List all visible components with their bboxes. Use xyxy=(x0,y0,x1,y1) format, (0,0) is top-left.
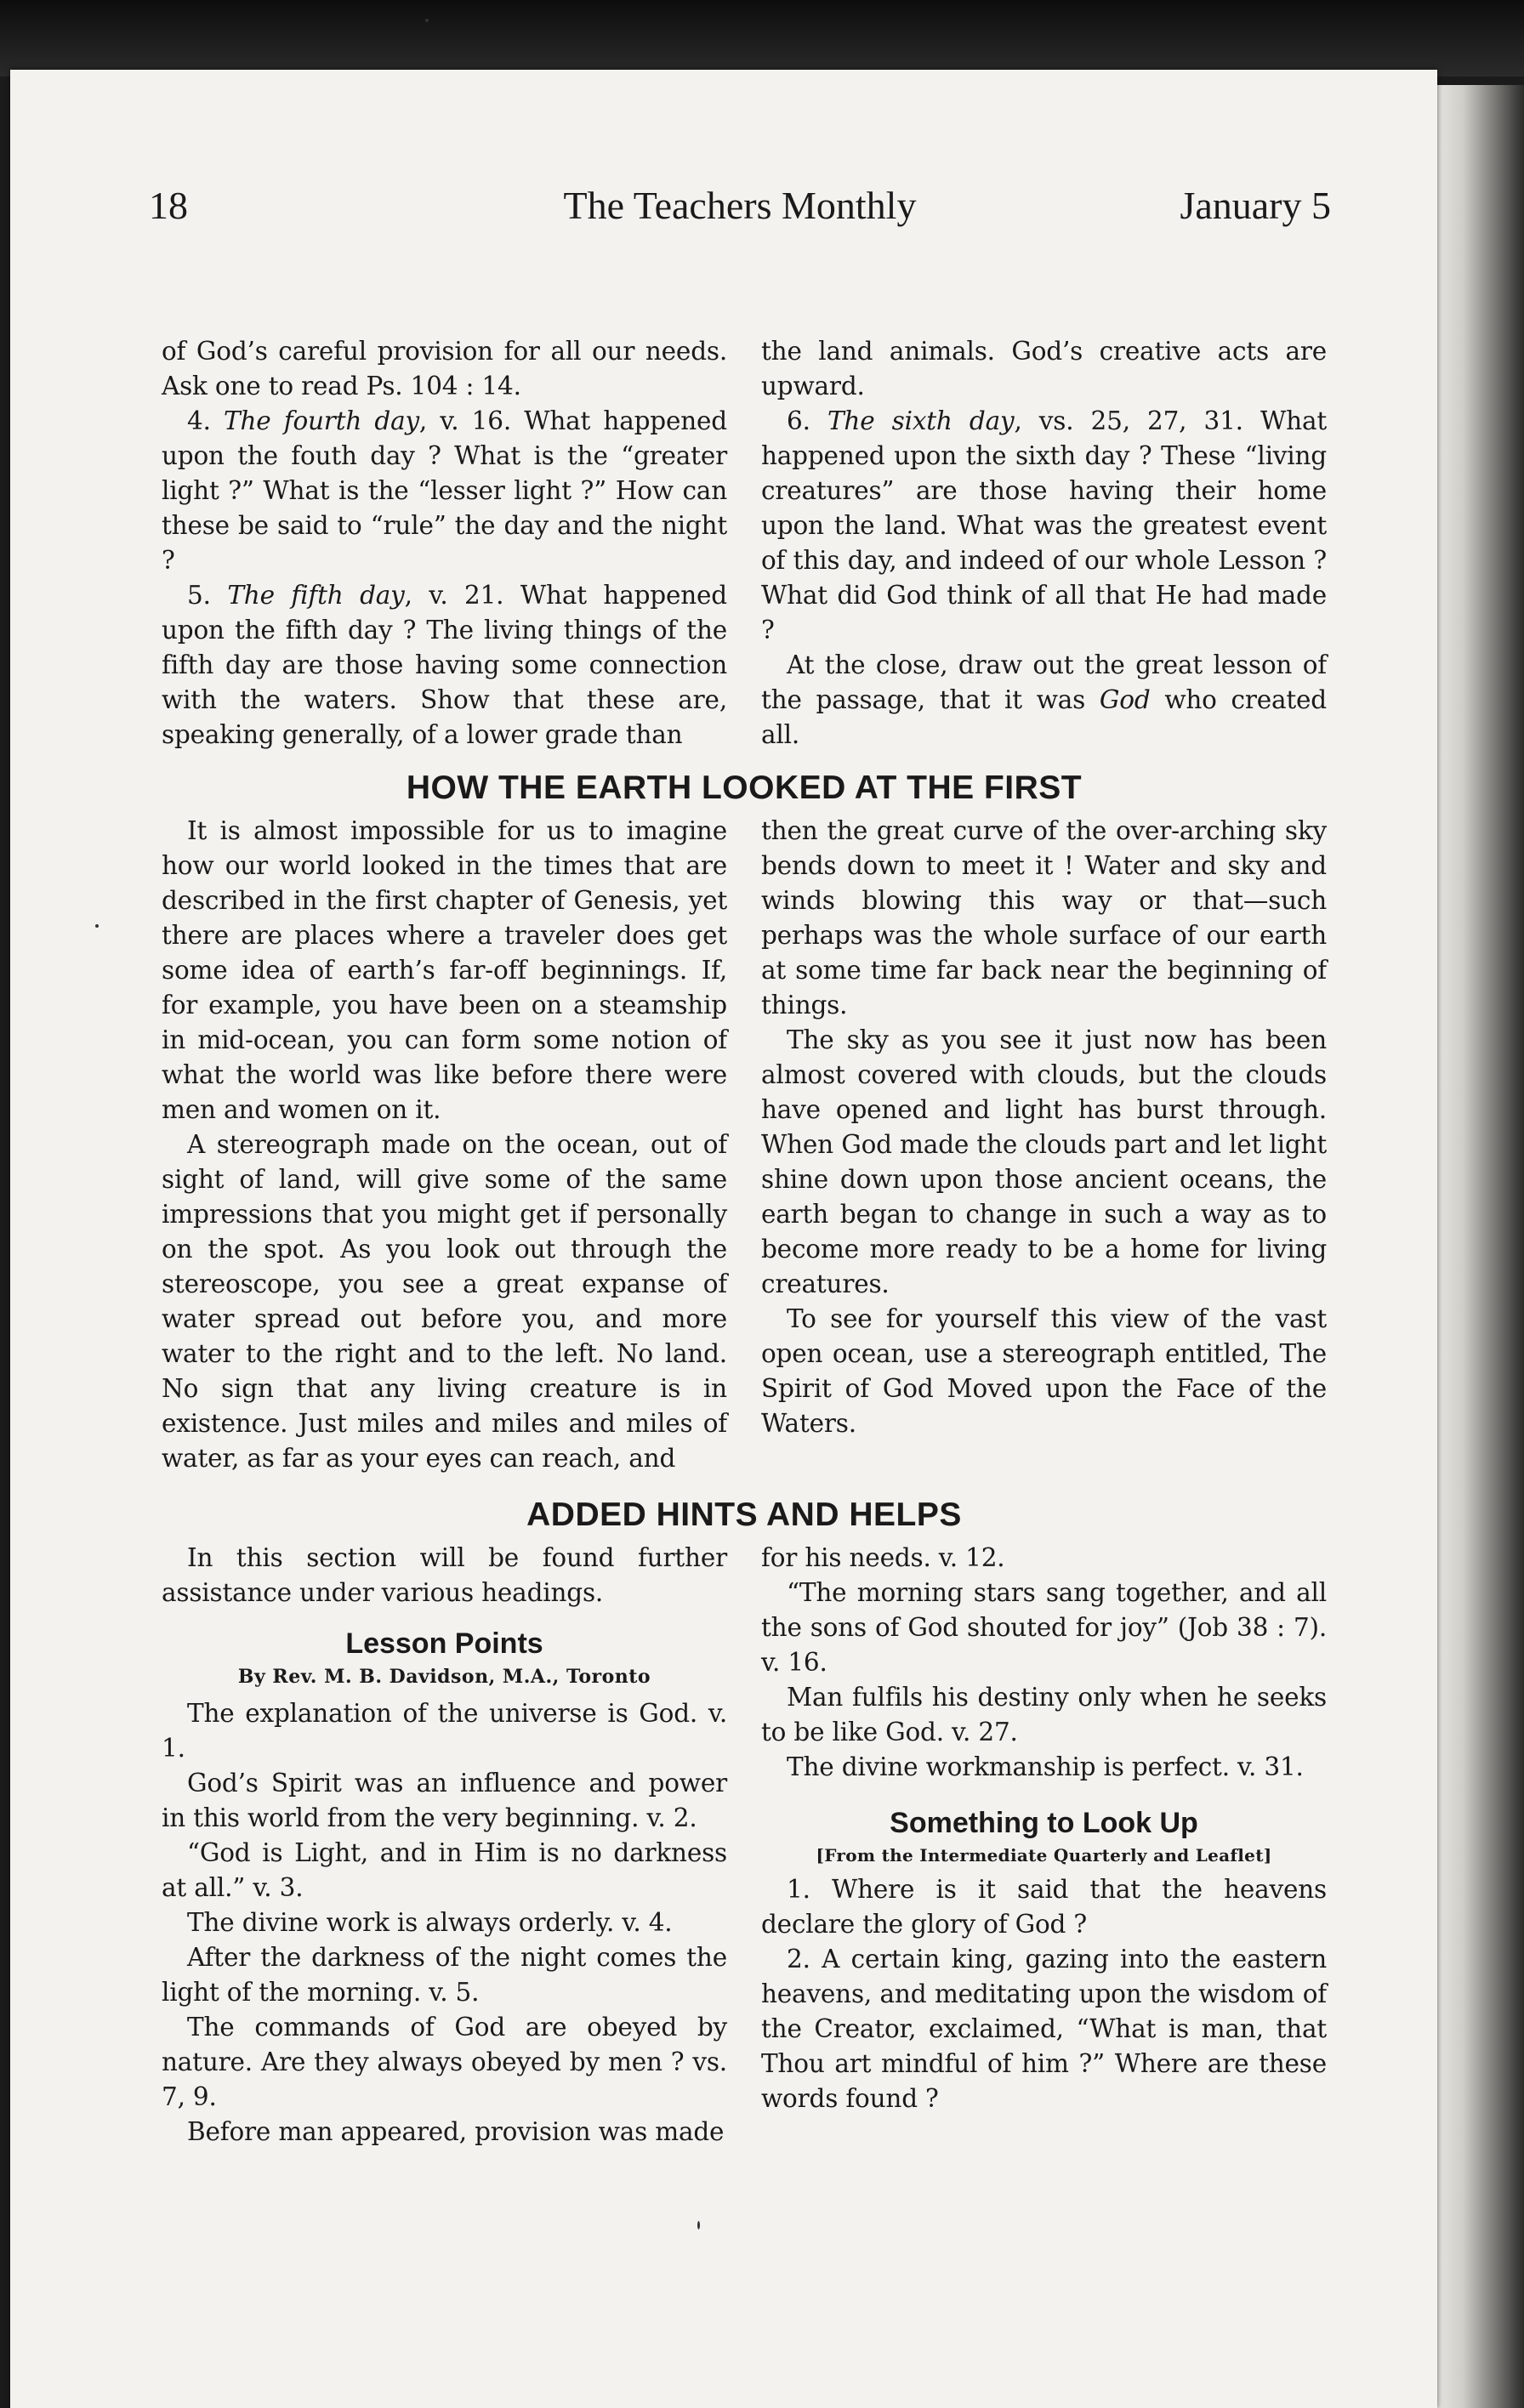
lesson-point: After the darkness of the night comes the light of the morning. v. 5. xyxy=(162,1943,727,2007)
lesson-point: for his needs. v. 12. xyxy=(761,1543,1005,1572)
byline: By Rev. M. B. Davidson, M.A., Toronto xyxy=(237,1666,651,1688)
paragraph: To see for yourself this view of the vast open ocean, use a stereograph entitled, The Spirit of God Moved upon the Face of the Waters. xyxy=(761,1304,1327,1438)
running-header xyxy=(149,183,1331,242)
paragraph: In this section will be found further assistance under various headings. xyxy=(162,1543,727,1607)
page-number: 18 xyxy=(149,184,188,227)
section-earth-looked xyxy=(162,770,1327,1476)
section-heading: ADDED HINTS AND HELPS xyxy=(526,1496,962,1533)
paragraph: then the great curve of the over-arching sky bends down to meet it ! Water and sky and winds blowing this way or that—such perhaps was the whole surface of our earth at some time far back near the beginning of things. xyxy=(761,816,1327,1019)
lesson-point: The explanation of the universe is God. v. 1. xyxy=(162,1699,727,1763)
lesson-point: The divine workmanship is perfect. v. 31. xyxy=(787,1752,1304,1781)
right-column xyxy=(761,334,1327,752)
journal-title: The Teachers Monthly xyxy=(563,184,917,227)
left-column xyxy=(162,1541,727,2150)
scan-speck xyxy=(95,924,99,928)
paragraph: 4. The fourth day, v. 16. What happened upon the fouth day ? What is the “greater light ?” What is the “lesser light ?” How can these be said to “rule” the day and the night ? xyxy=(162,406,727,575)
scan-top-edge xyxy=(0,0,1524,77)
paragraph: of God’s careful provision for all our needs. Ask one to read Ps. 104 : 14. xyxy=(162,337,727,400)
source-note: [From the Intermediate Quarterly and Leaflet] xyxy=(816,1845,1272,1866)
lesson-point: God’s Spirit was an influence and power in this world from the very beginning. v. 2. xyxy=(162,1769,727,1832)
left-column xyxy=(162,814,727,1476)
lesson-point: Man fulfils his destiny only when he seeks to be like God. v. 27. xyxy=(761,1683,1327,1746)
lesson-point: The divine work is always orderly. v. 4. xyxy=(187,1908,673,1937)
paragraph: 5. The fifth day, v. 21. What happened upon the fifth day ? The living things of the fifth day are those having some connection with the waters. Show that these are, speaking generally, of a lower grade than xyxy=(162,581,727,749)
subheading-lesson-points: Lesson Points xyxy=(345,1627,543,1660)
paragraph: At the close, draw out the great lesson of the passage, that it was God who created all. xyxy=(761,650,1327,749)
question: 2. A certain king, gazing into the eastern heavens, and meditating upon the wisdom of the Creator, exclaimed, “What is man, that Thou art mindful of him ?” Where are these words found ? xyxy=(761,1945,1327,2113)
paragraph: 6. The sixth day, vs. 25, 27, 31. What happened upon the sixth day ? These “living creatures” are those having their home upon the land. What was the greatest event of this day, and indeed of our whole Lesson ? What did God think of all that He had made ? xyxy=(761,406,1327,645)
section-added-hints xyxy=(162,1496,1327,2150)
subheading-look-up: Something to Look Up xyxy=(890,1807,1198,1839)
paragraph: the land animals. God’s creative acts are upward. xyxy=(761,337,1327,400)
lesson-point: “The morning stars sang together, and all the sons of God shouted for joy” (Job 38 : 7). v. 16. xyxy=(761,1578,1327,1677)
left-column xyxy=(162,334,727,752)
paragraph: The sky as you see it just now has been almost covered with clouds, but the clouds have opened and light has burst through. When God made the clouds part and let light shine down upon those ancient oceans, the earth began to change in such a way as to become more ready to be a home for living creatures. xyxy=(761,1025,1327,1298)
lesson-point: “God is Light, and in Him is no darkness at all.” v. 3. xyxy=(162,1838,727,1902)
lesson-point: Before man appeared, provision was made xyxy=(187,2117,725,2146)
issue-date: January 5 xyxy=(1180,184,1331,227)
paragraph: It is almost impossible for us to imagine how our world looked in the times that are described in the first chapter of Genesis, yet there are places where a traveler does get some idea of earth’s far-off beginnings. If, for example, you have been on a steamship in mid-ocean, you can form some notion of what the world was like before there were men and women on it. xyxy=(162,816,727,1124)
scan-speck xyxy=(697,2221,700,2229)
lesson-point: The commands of God are obeyed by nature. Are they always obeyed by men ? vs. 7, 9. xyxy=(162,2013,727,2111)
lesson-continuation xyxy=(162,334,1327,752)
paragraph: A stereograph made on the ocean, out of sight of land, will give some of the same impressions that you might get if personally on the spot. As you look out through the stereoscope, you see a great expanse of water spread out before you, and more water to the right and to the left. No land. No sign that any living creature is in existence. Just miles and miles and miles of water, as far as your eyes can reach, and xyxy=(162,1130,727,1473)
book-spine-edge xyxy=(1437,85,1524,2408)
question: 1. Where is it said that the heavens declare the glory of God ? xyxy=(761,1875,1327,1939)
right-column xyxy=(761,1541,1327,2150)
section-heading: HOW THE EARTH LOOKED AT THE FIRST xyxy=(406,770,1083,806)
scan-speck xyxy=(425,19,429,22)
right-column xyxy=(761,814,1327,1476)
